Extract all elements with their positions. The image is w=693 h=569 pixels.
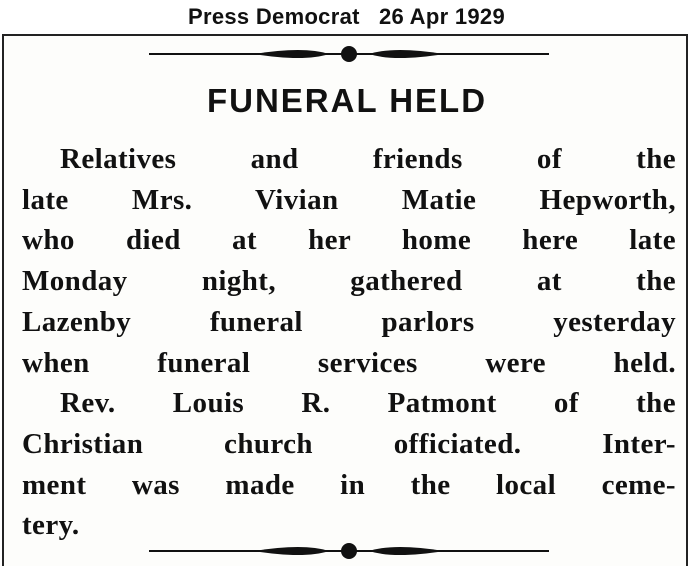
newspaper-clipping: [2, 34, 688, 566]
article-line: when funeral services were held.: [22, 346, 676, 379]
headline: FUNERAL HELD: [206, 82, 488, 119]
article-line: who died at her home here late: [22, 224, 676, 257]
top-ornamental-rule: [4, 42, 690, 66]
article-line: Monday night, gathered at the: [22, 265, 676, 298]
article-line: ment was made in the local ceme-: [22, 468, 676, 501]
article-line: Christian church officiated. Inter-: [22, 427, 676, 460]
bottom-ornamental-rule: [4, 539, 690, 563]
article-line: late Mrs. Vivian Matie Hepworth,: [22, 183, 676, 216]
article-line: Lazenby funeral parlors yesterday: [22, 305, 676, 338]
article-line: Rev. Louis R. Patmont of the: [60, 387, 676, 420]
article-body: [22, 139, 676, 546]
source-caption: Press Democrat 26 Apr 1929: [188, 4, 505, 29]
article-line: Relatives and friends of the: [60, 143, 676, 175]
article-line: tery.: [22, 509, 80, 542]
